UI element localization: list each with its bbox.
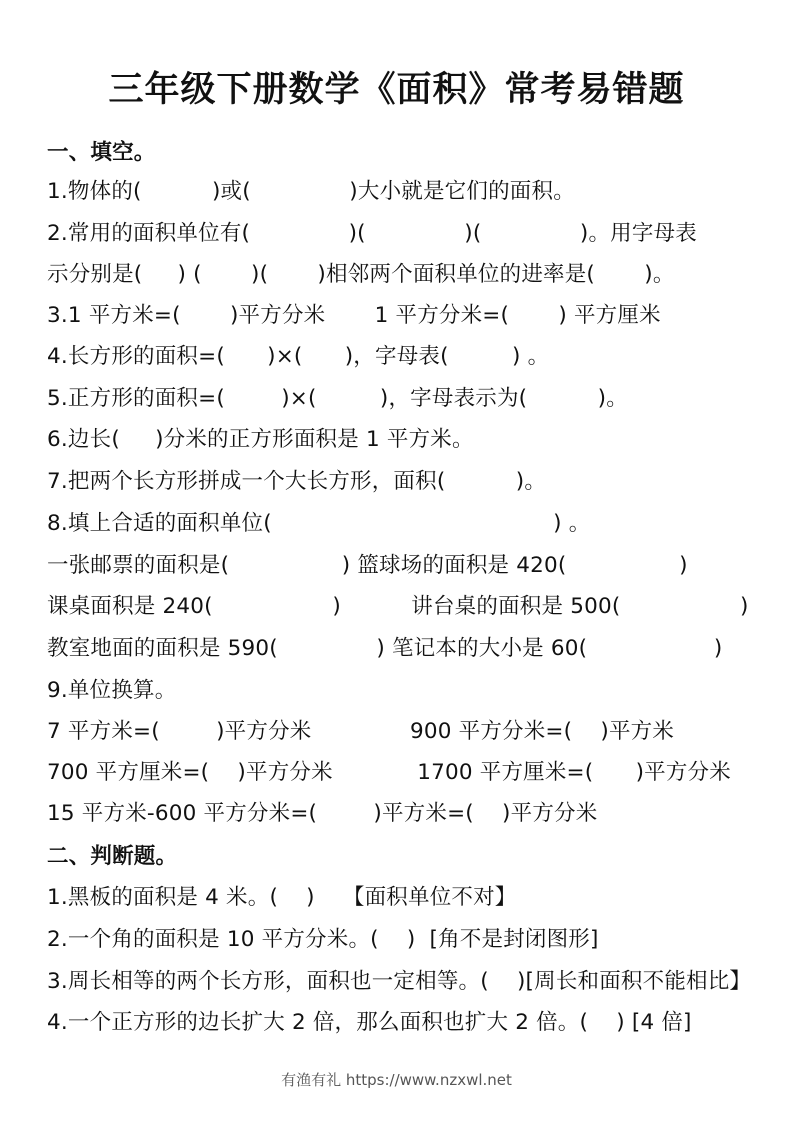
question-line: 4.长方形的面积=( )×( )，字母表( ) 。: [47, 344, 550, 369]
question-line: 3.周长相等的两个长方形，面积也一定相等。( )[周长和面积不能相比】: [47, 969, 752, 994]
question-line: 5.正方形的面积=( )×( )，字母表示为( )。: [47, 386, 628, 411]
question-line: 教室地面的面积是 590( ) 笔记本的大小是 60( ): [47, 636, 723, 661]
question-line: 1.物体的( )或( )大小就是它们的面积。: [47, 179, 575, 204]
question-line: 7.把两个长方形拼成一个大长方形，面积( )。: [47, 469, 547, 494]
question-line: 3.1 平方米=( )平方分米 1 平方分米=( ) 平方厘米: [47, 303, 661, 328]
footer-watermark: 有渔有礼 https://www.nzxwl.net: [281, 1071, 512, 1089]
question-line: 4.一个正方形的边长扩大 2 倍，那么面积也扩大 2 倍。( ) [4 倍]: [47, 1010, 692, 1035]
question-line: 2.常用的面积单位有( )( )( )。用字母表: [47, 221, 697, 246]
question-line: 9.单位换算。: [47, 678, 177, 703]
question-line: 700 平方厘米=( )平方分米 1700 平方厘米=( )平方分米: [47, 760, 731, 785]
section-heading-fill-in: 一、填空。: [47, 140, 156, 165]
question-line: 一张邮票的面积是( ) 篮球场的面积是 420( ): [47, 553, 688, 578]
page-title: 三年级下册数学《面积》常考易错题: [108, 70, 685, 110]
question-line: 8.填上合适的面积单位( ) 。: [47, 511, 591, 536]
question-line: 6.边长( )分米的正方形面积是 1 平方米。: [47, 427, 474, 452]
question-line: 1.黑板的面积是 4 米。( ) 【面积单位不对】: [47, 885, 517, 910]
question-line: 示分别是( ) ( )( )相邻两个面积单位的进率是( )。: [47, 262, 675, 287]
question-line: 课桌面积是 240( ) 讲台桌的面积是 500( ): [47, 594, 749, 619]
question-line: 2.一个角的面积是 10 平方分米。( ) [角不是封闭图形]: [47, 927, 599, 952]
section-heading-true-false: 二、判断题。: [47, 844, 178, 869]
question-line: 7 平方米=( )平方分米 900 平方分米=( )平方米: [47, 719, 675, 744]
question-line: 15 平方米-600 平方分米=( )平方米=( )平方分米: [47, 801, 598, 826]
